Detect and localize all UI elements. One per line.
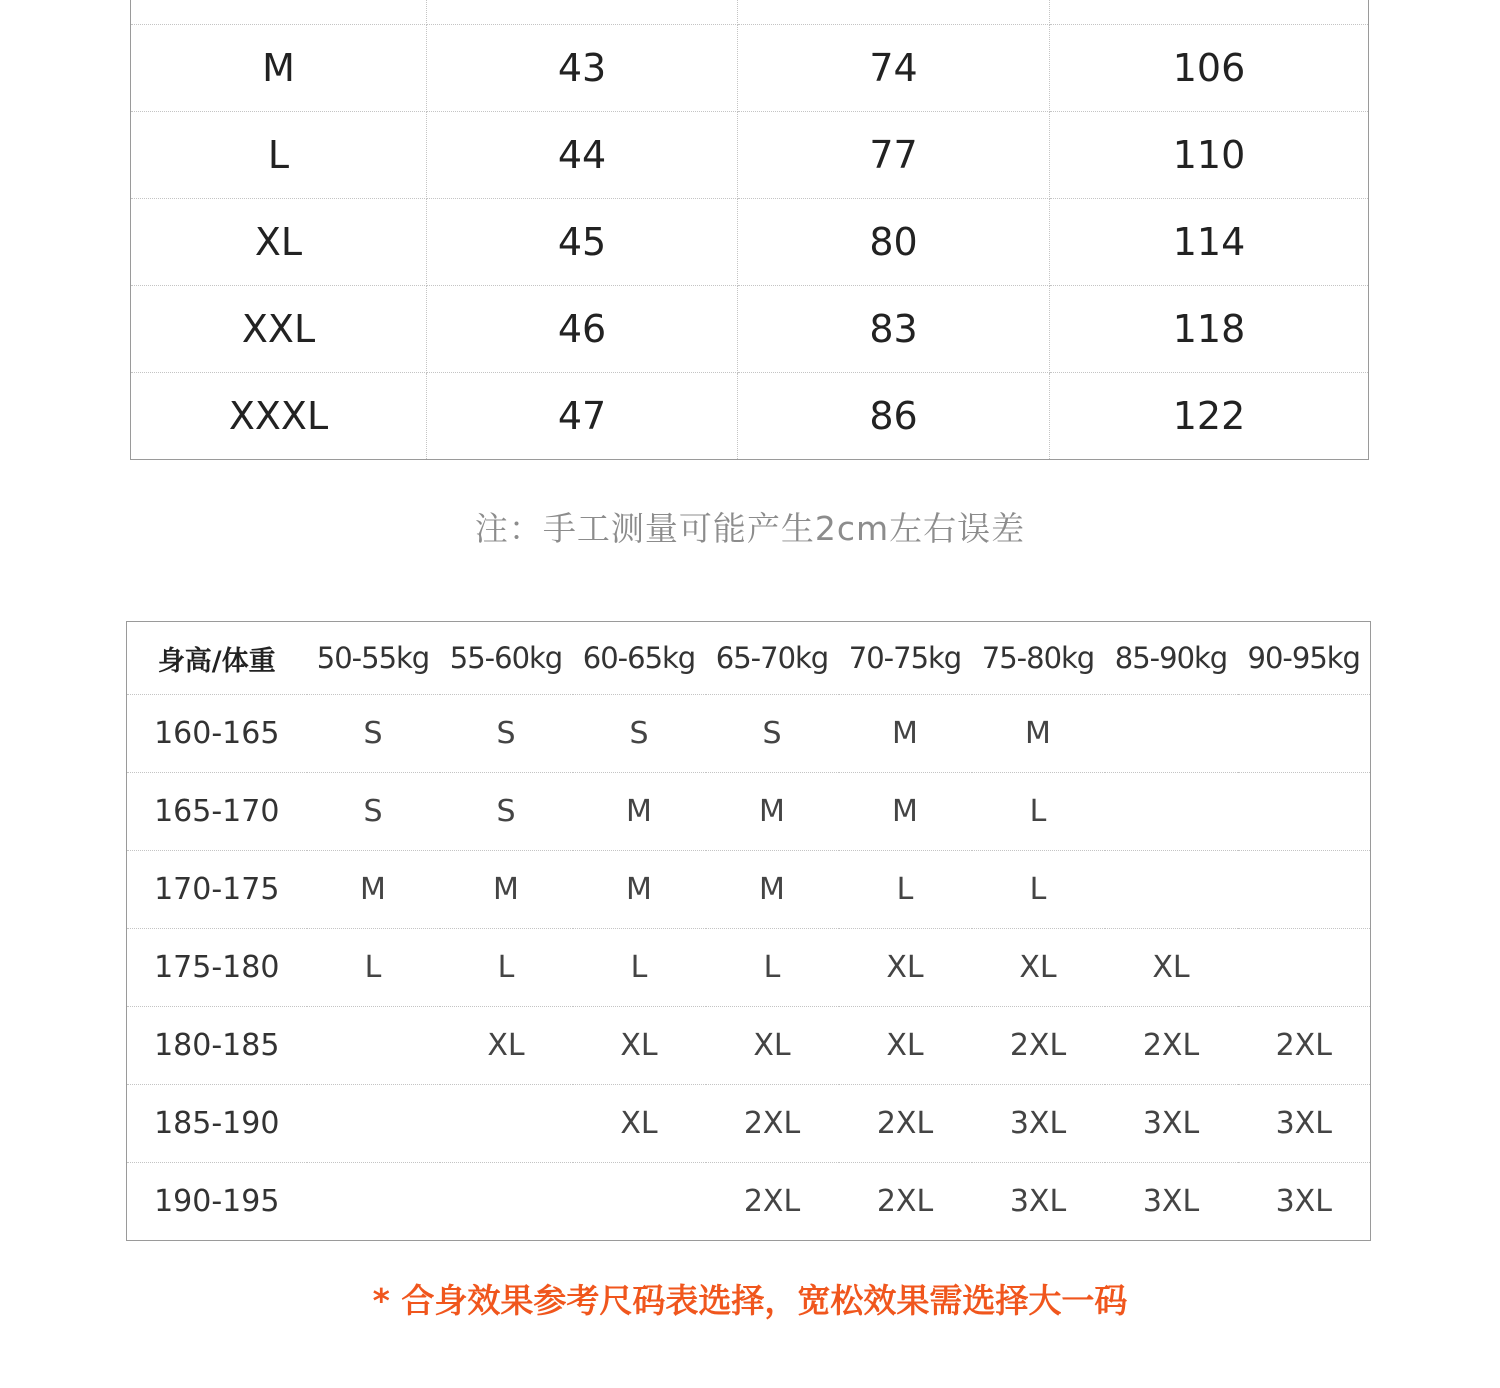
size-cell: S	[307, 695, 440, 773]
size-cell: 3XL	[1009, 1184, 1067, 1219]
fit-advice-tip: * 合身效果参考尺码表选择，宽松效果需选择大一码	[372, 1281, 1128, 1320]
value-cell: 44	[427, 112, 738, 199]
size-cell	[1238, 851, 1371, 929]
height-cell: 185-190	[127, 1085, 307, 1163]
value-cell: 106	[1050, 25, 1369, 112]
size-cell: M	[307, 851, 440, 929]
size-cell	[307, 1085, 440, 1163]
size-cell: 2XL	[972, 1007, 1105, 1085]
recommendation-body	[127, 695, 1371, 1241]
size-cell	[1105, 773, 1238, 851]
stub-cell	[131, 0, 427, 25]
size-cell: XL	[706, 1007, 839, 1085]
size-cell: 2XL	[706, 1085, 839, 1163]
recommendation-row	[127, 929, 1371, 1007]
value-cell: 122	[1050, 373, 1369, 460]
size-cell: L	[972, 773, 1105, 851]
measurement-row	[131, 199, 1369, 286]
stub-cell	[1050, 0, 1369, 25]
size-cell	[1105, 695, 1238, 773]
size-cell: M	[573, 773, 706, 851]
stub-cell	[427, 0, 738, 25]
size-cell: M	[839, 773, 972, 851]
size-cell: S	[440, 773, 573, 851]
size-cell: S	[307, 773, 440, 851]
size-cell	[440, 1163, 573, 1241]
size-cell: M	[972, 695, 1105, 773]
size-cell	[307, 1007, 440, 1085]
size-cell	[573, 1163, 706, 1241]
header-row	[127, 622, 1371, 695]
size-cell: L	[131, 112, 427, 199]
size-cell: 3XL	[1275, 1184, 1332, 1219]
recommendation-row	[127, 1163, 1371, 1241]
value-cell: 118	[1050, 286, 1369, 373]
height-cell: 170-175	[127, 851, 307, 929]
size-cell: M	[440, 851, 573, 929]
measurement-table-body	[131, 0, 1369, 460]
size-cell: M	[706, 851, 839, 929]
measurement-header-stub	[131, 0, 1369, 25]
measurement-note: 注：手工测量可能产生2cm左右误差	[474, 509, 1026, 548]
weight-header: 60-65kg	[573, 622, 706, 695]
recommendation-row	[127, 695, 1371, 773]
size-cell: L	[706, 929, 839, 1007]
value-cell: 80	[738, 199, 1050, 286]
height-cell: 165-170	[127, 773, 307, 851]
value-cell: 46	[427, 286, 738, 373]
height-cell: 180-185	[127, 1007, 307, 1085]
size-cell: 2XL	[839, 1085, 972, 1163]
value-cell: 74	[738, 25, 1050, 112]
recommendation-row	[127, 1007, 1371, 1085]
stub-cell	[738, 0, 1050, 25]
size-cell: 2XL	[1238, 1007, 1371, 1085]
size-cell: M	[706, 773, 839, 851]
weight-header: 55-60kg	[440, 622, 573, 695]
height-cell: 190-195	[154, 1184, 280, 1219]
size-recommendation-table	[126, 621, 1371, 1241]
size-cell	[1238, 695, 1371, 773]
size-cell	[1105, 851, 1238, 929]
size-cell: M	[131, 25, 427, 112]
recommendation-row	[127, 851, 1371, 929]
height-cell: 160-165	[127, 695, 307, 773]
weight-header: 70-75kg	[839, 622, 972, 695]
size-cell: L	[307, 929, 440, 1007]
size-cell: 2XL	[743, 1184, 801, 1219]
value-cell: 83	[738, 286, 1050, 373]
recommendation-header	[127, 622, 1371, 695]
size-cell	[1238, 929, 1371, 1007]
size-cell: 3XL	[1142, 1184, 1200, 1219]
value-cell: 110	[1050, 112, 1369, 199]
height-weight-corner-label: 身高/体重	[127, 622, 307, 695]
size-cell: L	[573, 929, 706, 1007]
size-cell: XL	[1105, 929, 1238, 1007]
size-cell: L	[440, 929, 573, 1007]
value-cell: 114	[1050, 199, 1369, 286]
measurement-row	[131, 373, 1369, 460]
weight-header: 75-80kg	[972, 622, 1105, 695]
weight-header: 65-70kg	[706, 622, 839, 695]
size-cell: XL	[573, 1007, 706, 1085]
size-cell: S	[440, 695, 573, 773]
size-cell	[307, 1163, 440, 1241]
value-cell: 86	[738, 373, 1050, 460]
size-cell: 3XL	[972, 1085, 1105, 1163]
size-cell: 2XL	[1105, 1007, 1238, 1085]
weight-header: 90-95kg	[1238, 622, 1371, 695]
size-cell: L	[972, 851, 1105, 929]
size-cell: L	[839, 851, 972, 929]
size-cell	[440, 1085, 573, 1163]
measurement-row	[131, 112, 1369, 199]
value-cell: 45	[427, 199, 738, 286]
size-cell	[1238, 773, 1371, 851]
size-cell: XL	[972, 929, 1105, 1007]
value-cell: 47	[427, 373, 738, 460]
measurement-row	[131, 286, 1369, 373]
size-cell: XL	[440, 1007, 573, 1085]
value-cell: 43	[427, 25, 738, 112]
size-cell: XXXL	[131, 373, 427, 460]
size-cell: M	[839, 695, 972, 773]
size-cell: S	[706, 695, 839, 773]
size-cell: 2XL	[876, 1184, 934, 1219]
size-cell: 3XL	[1105, 1085, 1238, 1163]
size-cell: XL	[839, 929, 972, 1007]
height-cell: 175-180	[127, 929, 307, 1007]
recommendation-row	[127, 1085, 1371, 1163]
size-cell: XL	[573, 1085, 706, 1163]
measurement-table	[130, 0, 1369, 460]
size-cell: XL	[839, 1007, 972, 1085]
weight-header: 85-90kg	[1105, 622, 1238, 695]
weight-header: 50-55kg	[307, 622, 440, 695]
size-cell: S	[573, 695, 706, 773]
recommendation-row	[127, 773, 1371, 851]
size-cell: XXL	[131, 286, 427, 373]
size-cell: M	[573, 851, 706, 929]
measurement-row	[131, 25, 1369, 112]
size-cell: 3XL	[1238, 1085, 1371, 1163]
size-cell: XL	[131, 199, 427, 286]
value-cell: 77	[738, 112, 1050, 199]
